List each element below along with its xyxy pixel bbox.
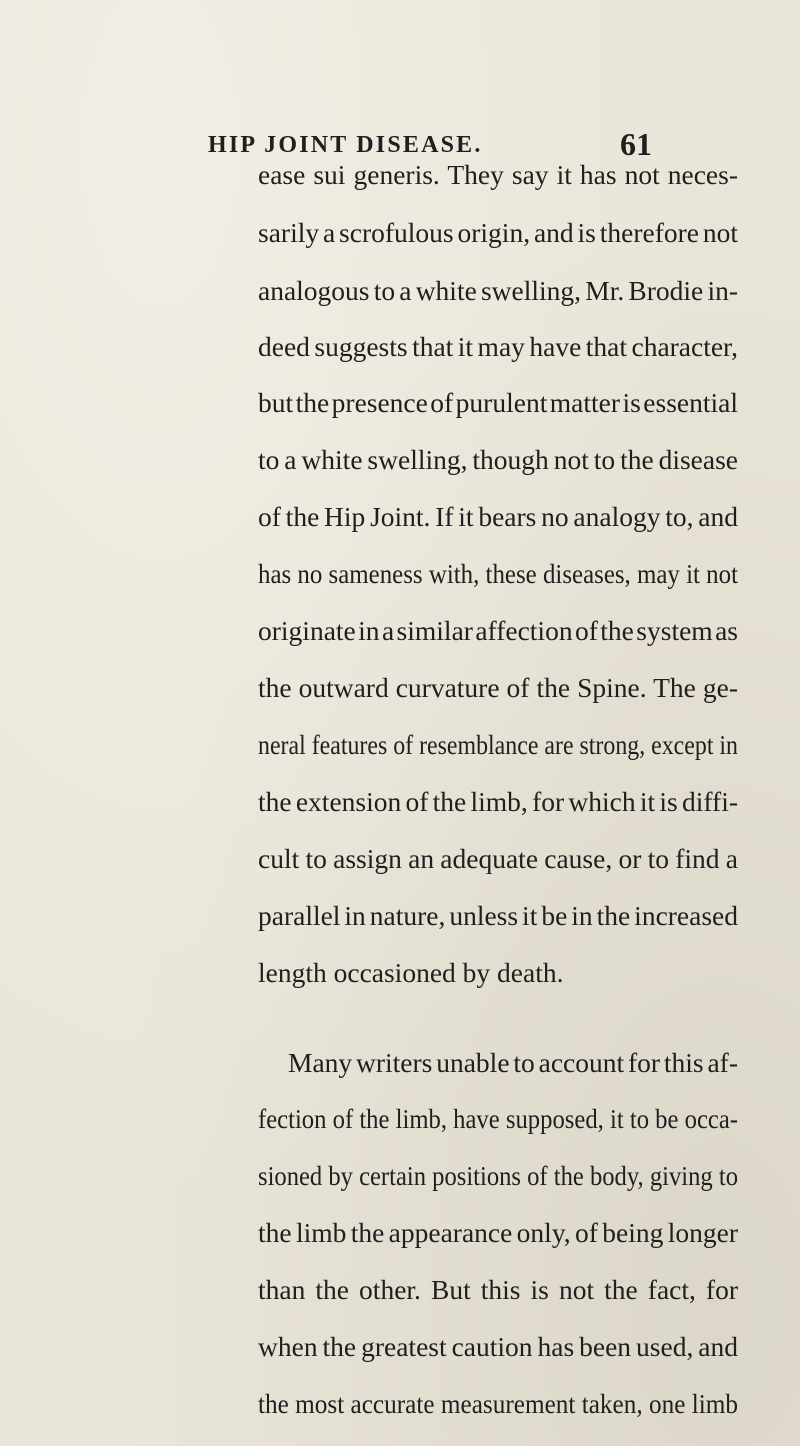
text-line: but the presence of purulent matter is essential	[258, 387, 738, 418]
text-line: length occasioned by death.	[258, 957, 564, 988]
text-line: of the Hip Joint. If it bears no analogy to, and	[258, 501, 738, 532]
text-line: parallel in nature, unless it be in the increased	[258, 900, 738, 931]
text-line: to a white swelling, though not to the disease	[258, 444, 738, 475]
text-line: than the other. But this is not the fact, for	[258, 1274, 738, 1305]
text-line: deed suggests that it may have that character,	[258, 331, 738, 362]
text-line: when the greatest caution has been used, and	[258, 1331, 738, 1362]
text-line: analogous to a white swelling, Mr. Brodie in-	[258, 275, 738, 306]
text-line: ease sui generis. They say it has not neces-	[258, 159, 738, 190]
text-line: sarily a scrofulous origin, and is therefore not	[258, 217, 738, 248]
text-line: sioned by certain positions of the body, giving to	[258, 1160, 738, 1191]
running-title: HIP JOINT DISEASE.	[208, 132, 483, 158]
text-line: neral features of resemblance are strong, except in	[258, 729, 738, 760]
text-line: has no sameness with, these diseases, may it not	[258, 558, 738, 589]
text-line: fection of the limb, have supposed, it to be occa-	[258, 1103, 738, 1134]
text-line: cult to assign an adequate cause, or to find a	[258, 843, 738, 874]
page-number: 61	[620, 126, 652, 162]
text-line: the extension of the limb, for which it is diffi-	[258, 786, 738, 817]
text-line: Many writers unable to account for this af-	[288, 1047, 738, 1078]
text-line: the outward curvature of the Spine. The ge-	[258, 672, 738, 703]
text-line: the limb the appearance only, of being longer	[258, 1217, 738, 1248]
text-line: originate in a similar affection of the system as	[258, 615, 738, 646]
text-line: the most accurate measurement taken, one limb	[258, 1388, 738, 1419]
